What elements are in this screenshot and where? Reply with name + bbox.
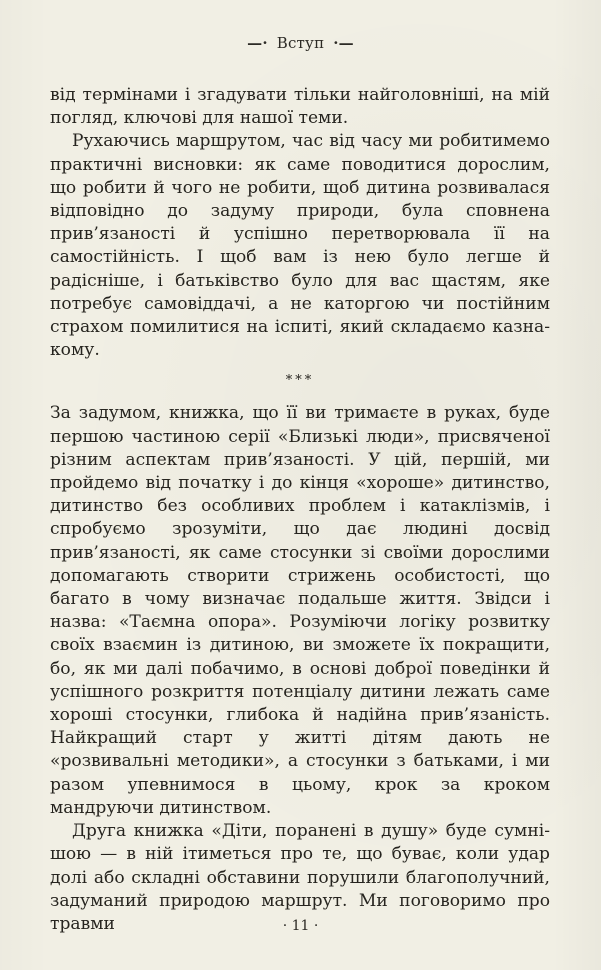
page-number: · 11 ·: [282, 918, 319, 934]
paragraph-book-series: За задумом, книжка, що її ви тримаєте в руках, буде першою частиною серії «Близькі люди», присвяченої різним аспектам прив’язаності. У цій, першій, ми пройдемо від початку і до кінця «хороше» дитинство, дитинство без особливих проблем і катаклізмів, і спробуємо зрозуміти, що дає людині досвід прив’язаності, як саме стосунки зі своїми дорослими допомагають створити стрижень особистості, що багато в чому визначає подальше життя. Звідси і назва: «Таємна опора». Розуміючи логіку розвитку своїх взаємин із дитиною, ви зможете їх покращити, бо, як ми далі побачимо, в основі доброї поведінки й успішного розкриття потенціалу дитини лежать саме хороші стосунки, глибока й надійна прив’язаність. Найкращий старт у житті дітям дають не «розвивальні методики», а стосунки з батьками, і ми разом упевнимося в цьому, крок за кроком мандруючи дитинством.: [50, 403, 550, 818]
section-separator: ***: [285, 373, 315, 389]
paragraph-continuation: від термінами і згадувати тільки найголовніші, на мій погляд, ключові для нашої теми.: [50, 85, 550, 129]
running-head: [0, 34, 601, 52]
paragraph-second-book: Друга книжка «Діти, поранені в душу» буде сумнішою — в ній ітиметься про те, що буває, коли удар долі або складні обставини порушили благополучний, задуманий природою маршрут. Ми поговоримо про травми: [50, 821, 550, 934]
running-head-left-ornament: —·: [247, 34, 268, 52]
paragraph-practical-conclusions: Рухаючись маршрутом, час від часу ми робитимемо практичні висновки: як саме поводитися дорослим, що робити й чого не робити, щоб дитина розвивалася відповідно до задуму природи, була сповнена прив’язаності й успішно перетворювала її на самостійність. І щоб вам із нею було легше й радісніше, і батьківство було для вас щастям, яке потребує самовіддачі, а не каторгою чи постійним страхом помилитися на іспиті, який складаємо казна-кому.: [50, 131, 550, 361]
body-text: [50, 84, 550, 936]
running-head-right-ornament: ·—: [333, 34, 354, 52]
running-head-title: Вступ: [276, 34, 325, 52]
